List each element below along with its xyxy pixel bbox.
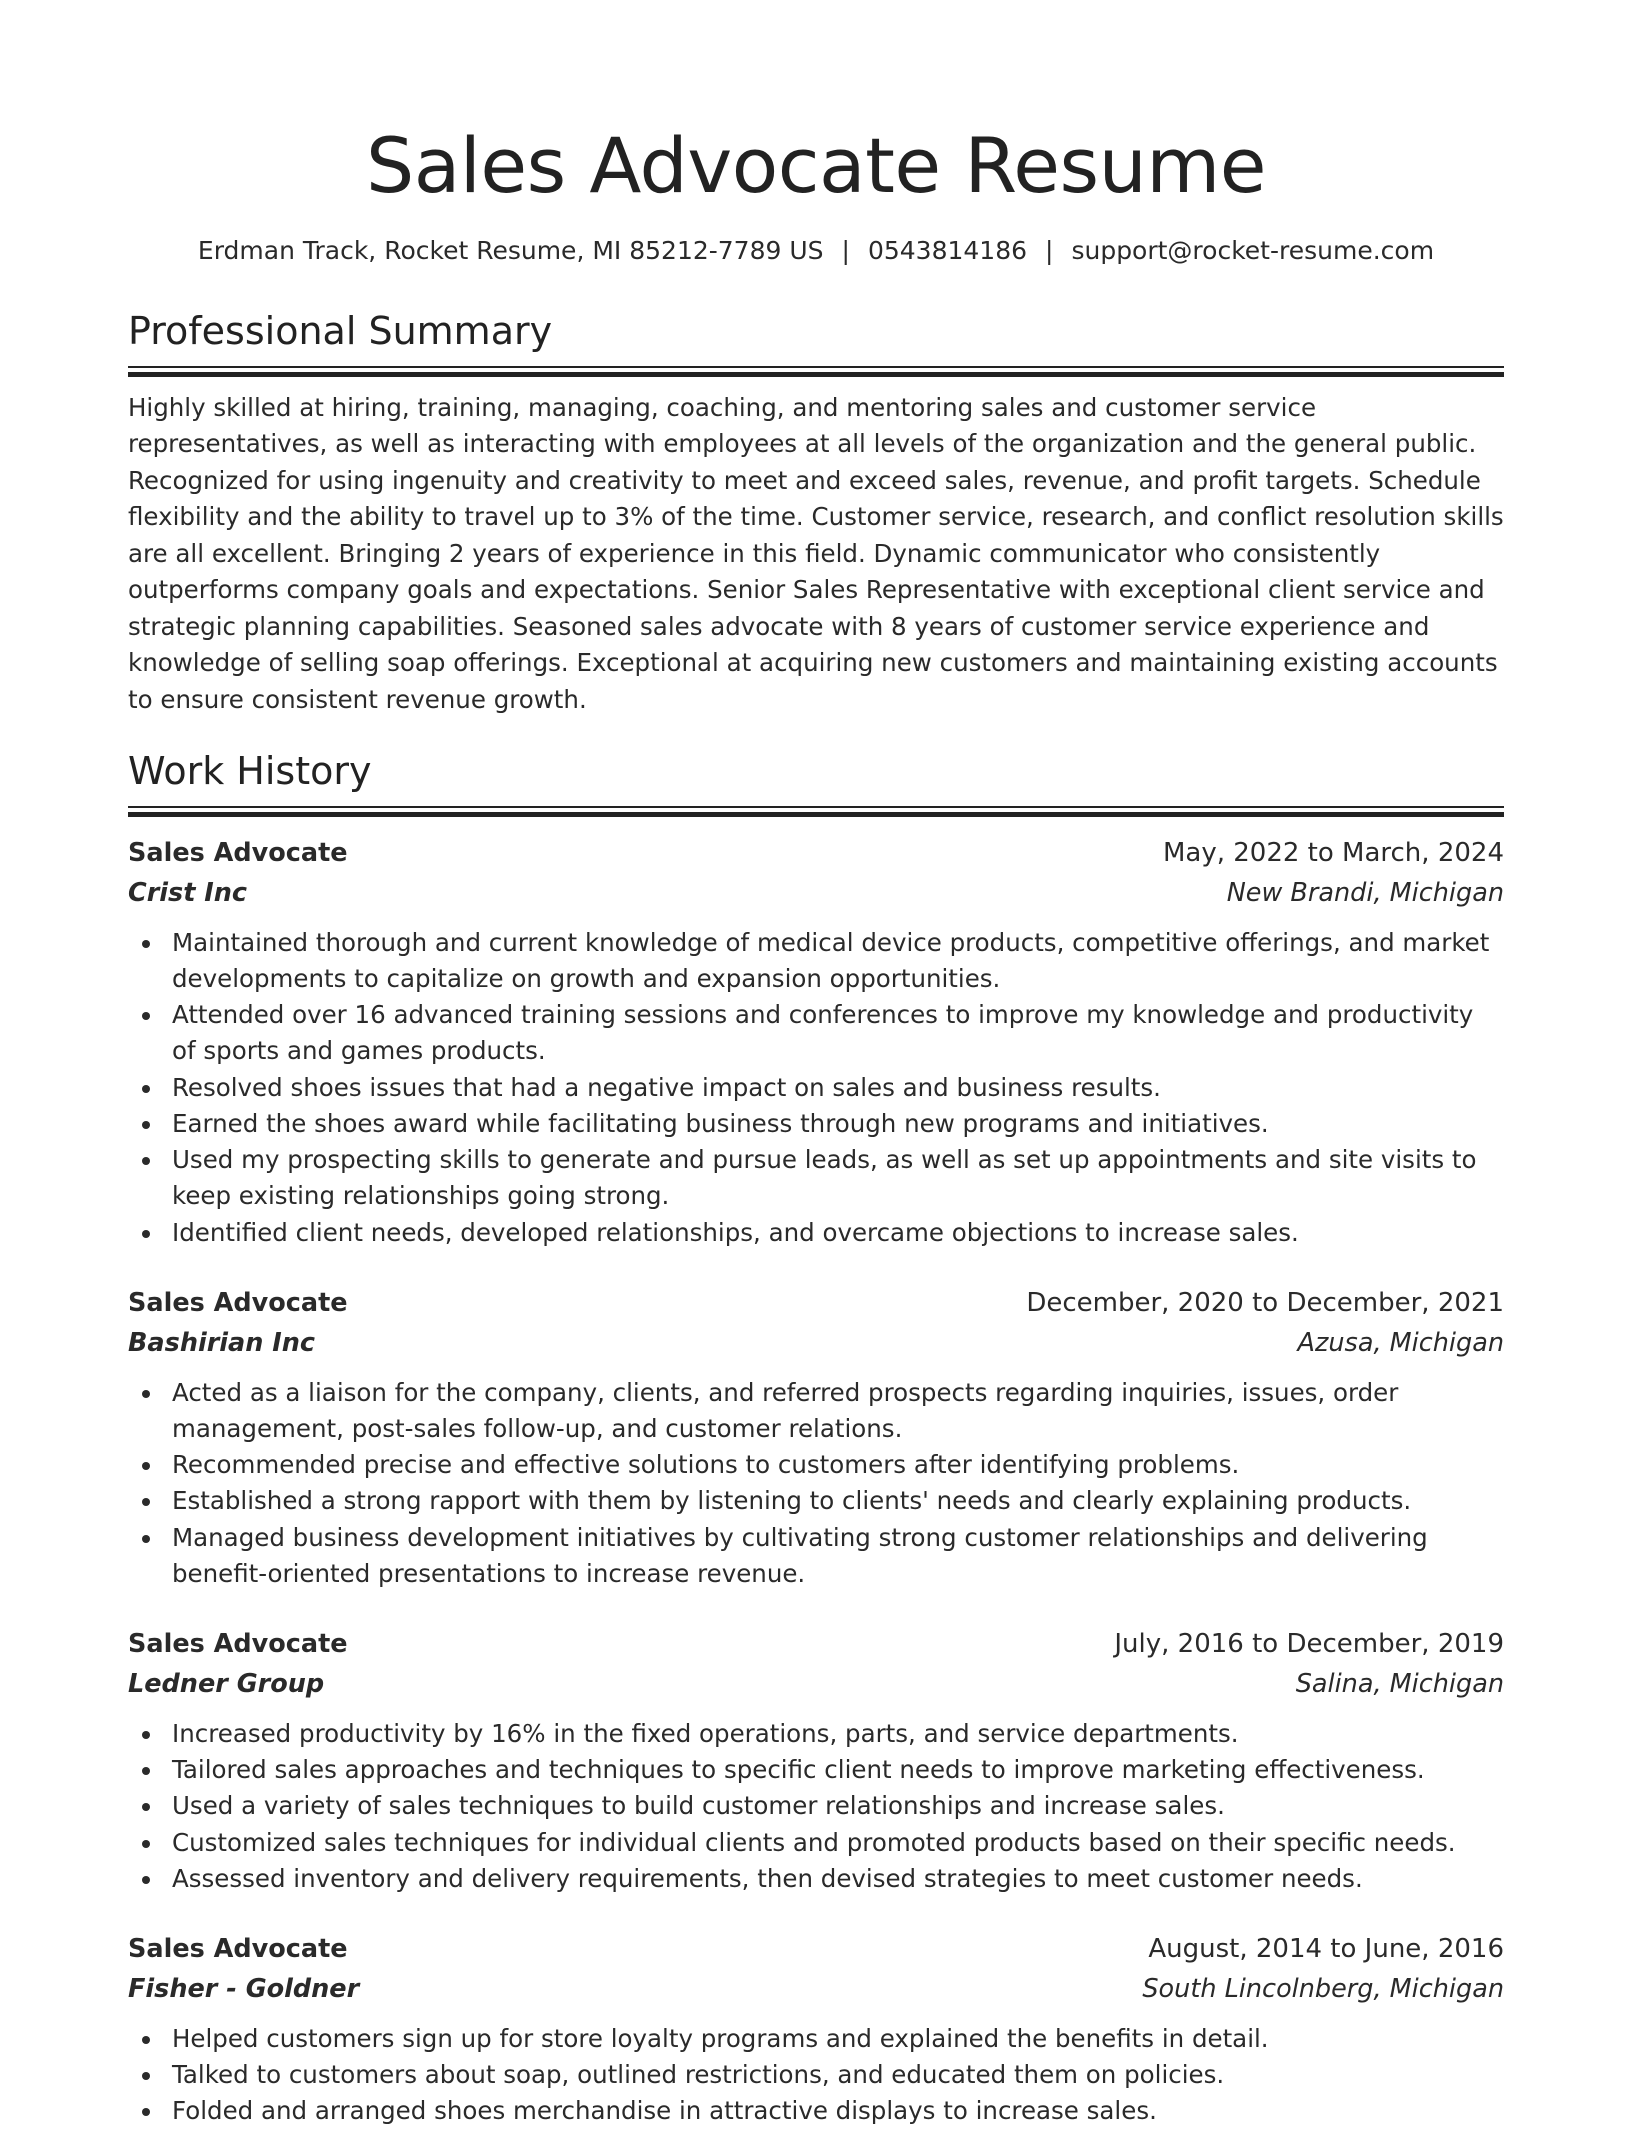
bullet-item: Earned the shoes award while facilitating business through new programs and initiatives. [128,1106,1504,1142]
bullet-item: Increased productivity by 16% in the fixed operations, parts, and service departments. [128,1716,1504,1752]
bullet-item: Used a variety of sales techniques to build customer relationships and increase sales. [128,1788,1504,1824]
job-dates: July, 2016 to December, 2019 [1114,1628,1504,1659]
bullet-item: Identified client needs, developed relationships, and overcame objections to increase sales. [128,1215,1504,1251]
bullet-item: Folded and arranged shoes merchandise in attractive displays to increase sales. [128,2093,1504,2129]
bullet-item: Established a strong rapport with them by listening to clients' needs and clearly explaining products. [128,1483,1504,1519]
company-name: Bashirian Inc [128,1327,316,1358]
bullet-item: Managed business development initiatives by cultivating strong customer relationships and delivering benefit-oriented presentations to increase revenue. [128,1520,1504,1592]
job-company-row [128,1969,1504,2009]
job-dates: May, 2022 to March, 2024 [1162,837,1504,868]
job-header-row [128,1624,1504,1664]
contact-address: Erdman Track, Rocket Resume, MI 85212-7789 US [197,236,824,265]
job-company-row [128,1664,1504,1704]
bullet-item: Talked to customers about soap, outlined restrictions, and educated them on policies. [128,2057,1504,2093]
job-location: Salina, Michigan [1295,1668,1504,1699]
job-title: Sales Advocate [128,1287,348,1318]
job-company-row [128,873,1504,913]
bullet-item: Helped customers sign up for store loyalty programs and explained the benefits in detail. [128,2021,1504,2057]
job-bullets [128,1375,1504,1592]
bullet-item: Assessed inventory and delivery requirements, then devised strategies to meet customer needs. [128,1861,1504,1897]
company-name: Ledner Group [128,1668,325,1699]
job-location: New Brandi, Michigan [1226,877,1504,908]
job-location: Azusa, Michigan [1297,1327,1504,1358]
summary-text: Highly skilled at hiring, training, managing, coaching, and mentoring sales and customer service representatives, as well as interacting with employees at all levels of the organization and the general public. Recognized for using ingenuity and creativity to meet and exceed sales, revenue, and profit targets. Schedule flexibility and the ability to travel up to 3% of the time. Customer service, research, and conflict resolution skills are all excellent. Bringing 2 years of experience in this field. Dynamic communicator who consistently outperforms company goals and expectations. Senior Sales Representative with exceptional client service and strategic planning capabilities. Seasoned sales advocate with 8 years of customer service experience and knowledge of selling soap offerings. Exceptional at acquiring new customers and maintaining existing accounts to ensure consistent revenue growth. [128,392,1504,714]
contact-phone: 0543814186 [867,236,1028,265]
job-dates: August, 2014 to June, 2016 [1148,1933,1504,1964]
section-divider [128,366,1504,377]
resume-title: Sales Advocate Resume [365,121,1267,210]
job-company-row [128,1323,1504,1363]
bullet-item: Attended over 16 advanced training sessions and conferences to improve my knowledge and productivity of sports and games products. [128,997,1504,1069]
job-bullets [128,2021,1504,2130]
resume-page [128,0,1504,2130]
company-name: Crist Inc [128,877,248,908]
bullet-item: Acted as a liaison for the company, clients, and referred prospects regarding inquiries, issues, order management, post-sales follow-up, and customer relations. [128,1375,1504,1447]
job-entry [128,1624,1504,1897]
section-heading: Work History [128,749,372,794]
company-name: Fisher - Goldner [128,1973,360,2004]
section-divider [128,806,1504,817]
job-title: Sales Advocate [128,1933,348,1964]
work-history-section [128,750,1504,2129]
bullet-item: Customized sales techniques for individual clients and promoted products based on their specific needs. [128,1825,1504,1861]
section-heading: Professional Summary [128,309,553,353]
contact-email: support@rocket-resume.com [1071,236,1435,265]
professional-summary-section [128,310,1504,718]
job-entry [128,1283,1504,1592]
bullet-item: Resolved shoes issues that had a negative impact on sales and business results. [128,1070,1504,1106]
job-bullets [128,925,1504,1251]
job-header-row [128,833,1504,873]
bullet-item: Recommended precise and effective solutions to customers after identifying problems. [128,1447,1504,1483]
bullet-item: Used my prospecting skills to generate and pursue leads, as well as set up appointments and site visits to keep existing relationships going strong. [128,1142,1504,1214]
job-title: Sales Advocate [128,1628,348,1659]
bullet-item: Maintained thorough and current knowledge of medical device products, competitive offerings, and market developments to capitalize on growth and expansion opportunities. [128,925,1504,997]
job-bullets [128,1716,1504,1897]
job-location: South Lincolnberg, Michigan [1142,1973,1504,2004]
contact-separator: | [1045,236,1054,265]
job-header-row [128,1283,1504,1323]
job-title: Sales Advocate [128,837,348,868]
job-entry [128,1929,1504,2130]
contact-separator: | [841,236,850,265]
job-dates: December, 2020 to December, 2021 [1026,1287,1504,1318]
job-entry [128,833,1504,1251]
contact-line [128,236,1504,266]
bullet-item: Tailored sales approaches and techniques to specific client needs to improve marketing effectiveness. [128,1752,1504,1788]
job-header-row [128,1929,1504,1969]
